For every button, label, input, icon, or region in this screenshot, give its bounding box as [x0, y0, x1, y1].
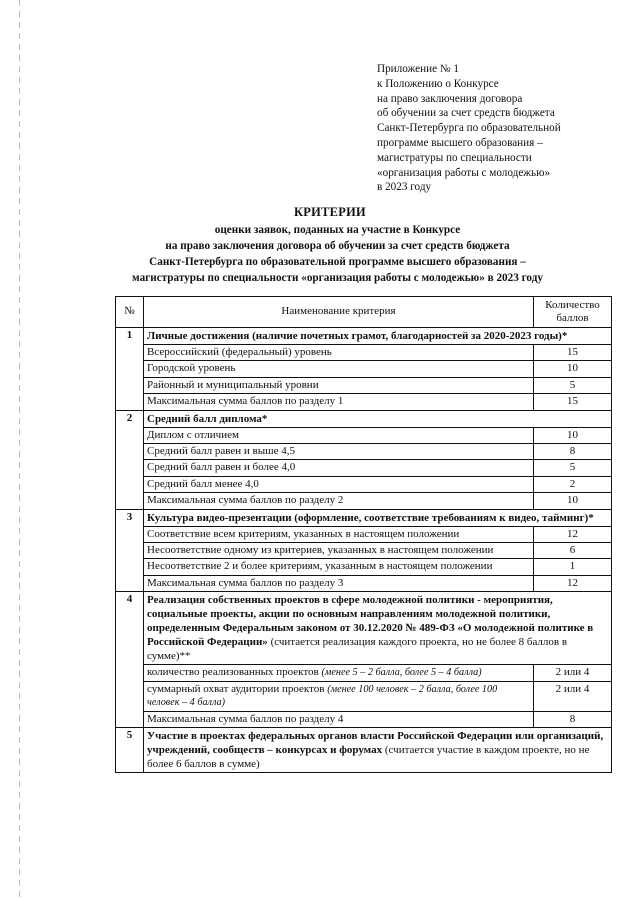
criterion-points: 5 [534, 377, 612, 393]
criterion-points: 8 [534, 444, 612, 460]
table-row [116, 476, 612, 492]
section-row [116, 727, 612, 772]
criterion-points: 5 [534, 460, 612, 476]
section-note: (считается реализация каждого проекта, но не более 8 баллов в сумме)** [147, 636, 568, 663]
table-row [116, 377, 612, 393]
criterion-name: Несоответствие одному из критериев, указанных в настоящем положении [144, 543, 534, 559]
document-subtitle [95, 222, 580, 286]
criterion-points: 2 или 4 [534, 681, 612, 711]
criterion-points: 15 [534, 345, 612, 361]
header-points: Количество баллов [534, 297, 612, 328]
criterion-points: 12 [534, 526, 612, 542]
criterion-points: 6 [534, 543, 612, 559]
section-title-cell [144, 727, 612, 772]
criterion-points: 10 [534, 361, 612, 377]
criterion-name: Средний балл менее 4,0 [144, 476, 534, 492]
criterion-points: 2 или 4 [534, 665, 612, 681]
table-row [116, 559, 612, 575]
appendix-line: на право заключения договора [377, 92, 523, 105]
criterion-name: Районный и муниципальный уровни [144, 377, 534, 393]
max-row [116, 575, 612, 591]
appendix-line: Санкт-Петербурга по образовательной [377, 122, 561, 135]
criterion-name: количество реализованных проектов [147, 666, 319, 679]
section-number: 1 [116, 328, 144, 411]
section-title: Культура видео-презентации (оформление, соответствие требованиям к видео, тайминг)* [144, 509, 612, 526]
max-row [116, 493, 612, 509]
criteria-table [115, 296, 612, 773]
criterion-name: Всероссийский (федеральный) уровень [144, 345, 534, 361]
appendix-line: Приложение № 1 [377, 63, 459, 75]
max-sum-points: 10 [534, 493, 612, 509]
table-row [116, 526, 612, 542]
criterion-note: (менее 100 человек – 2 балла, более 100 человек – 4 балла) [147, 683, 498, 709]
appendix-line: в 2023 году [377, 181, 432, 194]
table-header-row [116, 297, 612, 328]
criterion-name: Средний балл равен и выше 4,5 [144, 444, 534, 460]
header-criterion: Наименование критерия [144, 297, 534, 328]
max-sum-label: Максимальная сумма баллов по разделу 4 [144, 711, 534, 727]
appendix-line: к Положению о Конкурсе [377, 77, 499, 90]
appendix-line: «организация работы с молодежью» [377, 166, 551, 179]
table-row [116, 427, 612, 443]
criterion-points: 10 [534, 427, 612, 443]
header-number: № [116, 297, 144, 328]
max-sum-points: 15 [534, 394, 612, 410]
criterion-note: (менее 5 – 2 балла, более 5 – 4 балла) [321, 667, 482, 679]
max-sum-points: 12 [534, 575, 612, 591]
criterion-name: Соответствие всем критериям, указанных в настоящем положении [144, 526, 534, 542]
section-title: Реализация собственных проектов в сфере молодежной политики - мероприятия, социальные проекты, акции по основным направлениям молодежной политики, определенным Федеральным законом от 30.12.2020 № 489-ФЗ «О молодежной политике в Российской Федерации» [147, 594, 594, 649]
criterion-name: суммарный охват аудитории проектов [147, 682, 325, 695]
criterion-name: Несоответствие 2 и более критериям, указанным в настоящем положении [144, 559, 534, 575]
criterion-cell [144, 681, 534, 711]
section-row [116, 592, 612, 665]
scan-edge-line [19, 0, 20, 899]
appendix-header [377, 62, 617, 195]
section-title: Участие в проектах федеральных органов власти Российской Федерации или организаций, учреждений, сообществ – конкурсах и форумах [147, 729, 604, 756]
section-title-cell [144, 592, 612, 665]
table-row [116, 444, 612, 460]
subtitle-line: на право заключения договора об обучении за счет средств бюджета [165, 240, 510, 252]
section-title: Средний балл диплома* [144, 410, 612, 427]
max-row [116, 394, 612, 410]
table-row [116, 345, 612, 361]
criterion-points: 2 [534, 476, 612, 492]
section-row [116, 328, 612, 345]
table-row [116, 543, 612, 559]
criterion-name: Средний балл равен и более 4,0 [144, 460, 534, 476]
section-number: 5 [116, 727, 144, 772]
section-note: (считается участие в каждом проекте, но не более 6 баллов в сумме) [147, 743, 590, 770]
max-sum-label: Максимальная сумма баллов по разделу 2 [144, 493, 534, 509]
subtitle-line: оценки заявок, поданных на участие в Конкурсе [214, 224, 461, 236]
appendix-line: магистратуры по специальности [377, 151, 532, 164]
section-number: 4 [116, 592, 144, 728]
criterion-points: 1 [534, 559, 612, 575]
section-row [116, 410, 612, 427]
section-number: 3 [116, 509, 144, 592]
max-sum-label: Максимальная сумма баллов по разделу 3 [144, 575, 534, 591]
subtitle-line: Санкт-Петербурга по образовательной программе высшего образования – [149, 256, 526, 268]
table-row [116, 681, 612, 711]
criterion-name: Диплом с отличием [144, 427, 534, 443]
appendix-line: об обучении за счет средств бюджета [377, 107, 555, 120]
table-row [116, 361, 612, 377]
table-row [116, 665, 612, 681]
appendix-line: программе высшего образования – [377, 136, 543, 149]
document-title: КРИТЕРИИ [294, 205, 366, 219]
section-number: 2 [116, 410, 144, 509]
section-title: Личные достижения (наличие почетных грамот, благодарностей за 2020-2023 годы)* [144, 328, 612, 345]
section-row [116, 509, 612, 526]
max-sum-label: Максимальная сумма баллов по разделу 1 [144, 394, 534, 410]
table-row [116, 460, 612, 476]
subtitle-line: магистратуры по специальности «организация работы с молодежью» в 2023 году [132, 272, 543, 284]
max-row [116, 711, 612, 727]
criterion-cell [144, 665, 534, 681]
criterion-name: Городской уровень [144, 361, 534, 377]
max-sum-points: 8 [534, 711, 612, 727]
